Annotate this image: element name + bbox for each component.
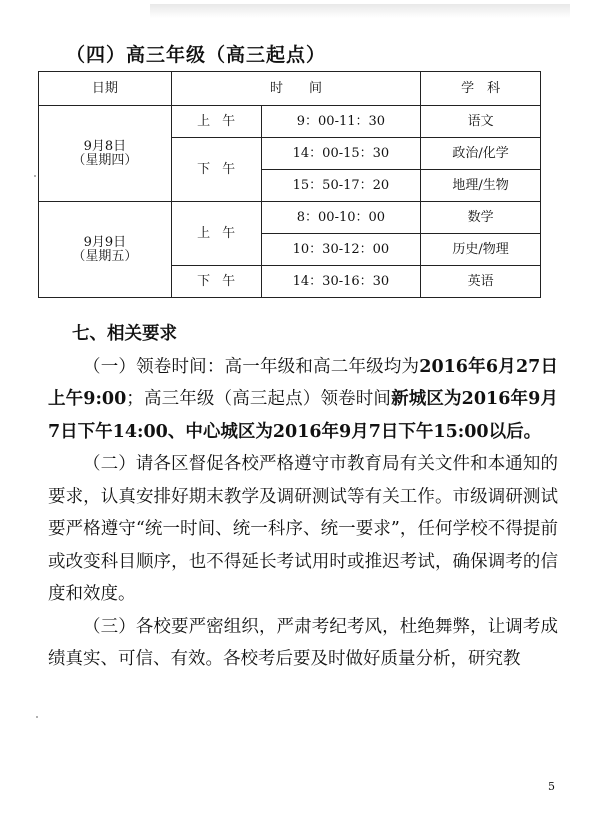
- date-cell: [39, 202, 172, 298]
- header-date: 日期: [39, 72, 172, 106]
- table-row: [39, 202, 541, 234]
- time-cell: 15：50-17：20: [261, 170, 421, 202]
- p1-text-c: ；高三年级（高三起点）领卷时间: [126, 389, 392, 409]
- time-cell: 14：30-16：30: [261, 266, 421, 298]
- requirement-paragraph-1: [48, 351, 558, 449]
- requirement-paragraph-3: （三）各校要严密组织，严肃考纪考风，杜绝舞弊，让调考成绩真实、可信、有效。各校考后要及时做好质量分析，研究教: [48, 616, 558, 669]
- subject-cell: 历史/物理: [421, 234, 541, 266]
- half-day-cell: 下午: [171, 266, 261, 298]
- exam-schedule-table: [38, 71, 541, 298]
- date-label: 9月8日: [83, 138, 127, 154]
- subject-cell: 政治/化学: [421, 138, 541, 170]
- header-time: 时 间: [171, 72, 421, 106]
- half-day-cell: 上午: [171, 106, 261, 138]
- subject-cell: 地理/生物: [421, 170, 541, 202]
- requirement-paragraph-2: （二）请各区督促各校严格遵守市教育局有关文件和本通知的要求，认真安排好期末教学及调研测试等有关工作。市级调研测试要严格遵守“统一时间、统一科序、统一要求”，任何学校不得提前或改变科目顺序，也不得延长考试用时或推迟考试，确保调考的信度和效度。: [48, 454, 558, 604]
- requirements-heading: 七、相关要求: [72, 324, 177, 344]
- date-cell: [39, 106, 172, 202]
- half-day-cell: 下午: [171, 138, 261, 202]
- section-title: （四）高三年级（高三起点）: [66, 44, 327, 66]
- weekday-label: （星期五）: [72, 248, 138, 264]
- time-cell: 10：30-12：00: [261, 234, 421, 266]
- scan-shadow: [150, 4, 570, 18]
- header-subject: 学 科: [421, 72, 541, 106]
- half-day-cell: 上午: [171, 202, 261, 266]
- p1-text-bold: 新城区为2016年9月7日下午14:00、中心城区为2016年9月7日下午15:00以后。: [48, 389, 558, 442]
- requirements-section: [48, 318, 558, 676]
- time-cell: 8：00-10：00: [261, 202, 421, 234]
- p1-text-a: （一）领卷时间：高一年级和高二年级均为: [83, 356, 420, 377]
- p1-date-bold: 2016年6月27日上午9:00: [48, 356, 558, 409]
- table-row: [39, 106, 541, 138]
- scan-speck: [36, 716, 38, 718]
- subject-cell: 语文: [421, 106, 541, 138]
- subject-cell: 英语: [421, 266, 541, 298]
- time-cell: 14：00-15：30: [261, 138, 421, 170]
- table-header-row: [39, 72, 541, 106]
- scan-speck: [34, 175, 36, 177]
- date-label: 9月9日: [83, 234, 127, 250]
- weekday-label: （星期四）: [72, 152, 138, 168]
- page-number: 5: [548, 780, 555, 793]
- time-cell: 9：00-11：30: [261, 106, 421, 138]
- subject-cell: 数学: [421, 202, 541, 234]
